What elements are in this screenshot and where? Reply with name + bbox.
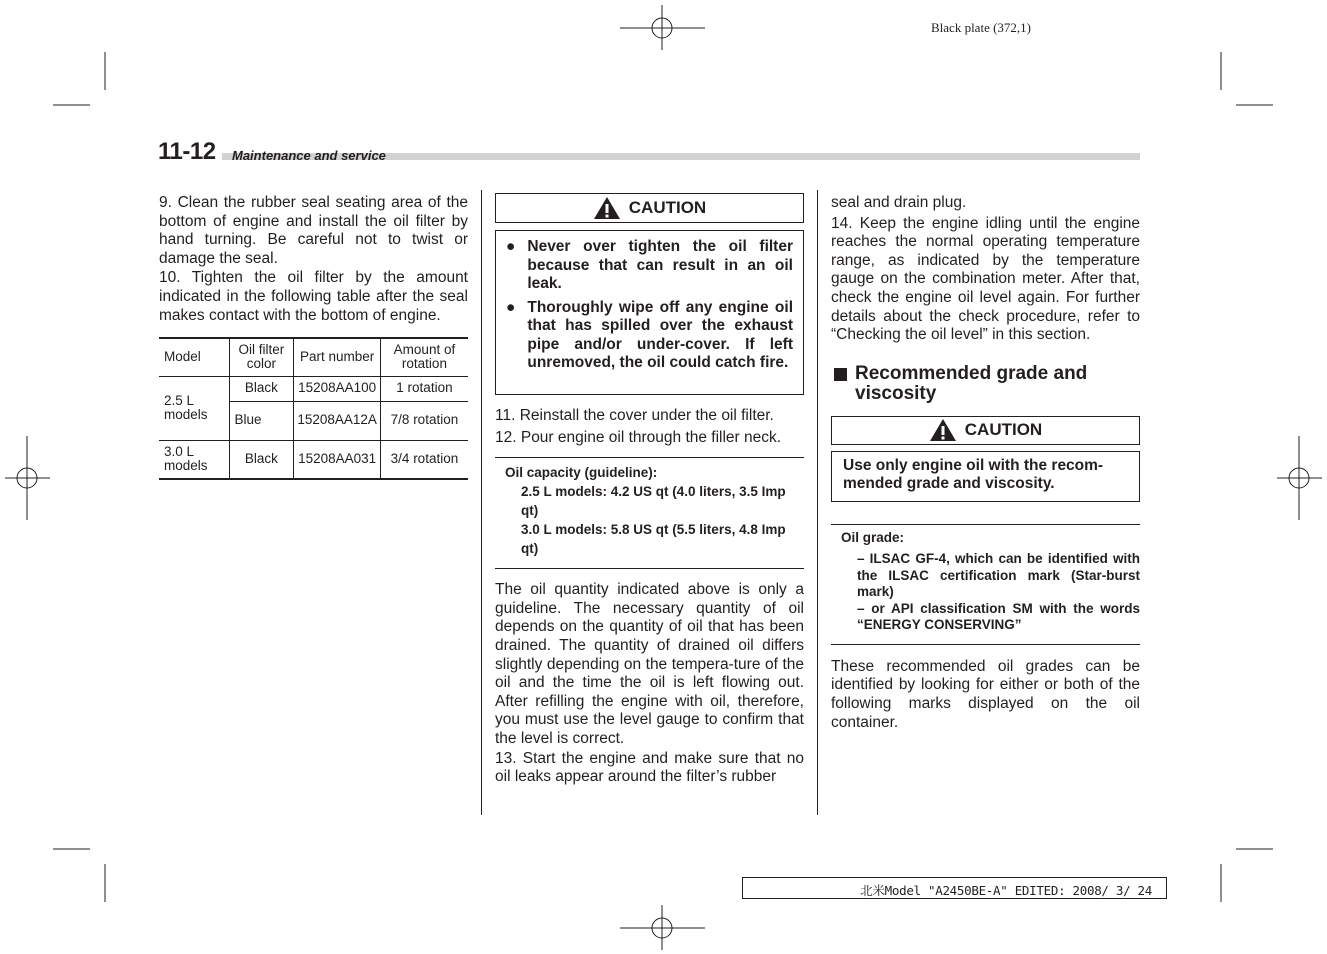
cell-part: 15208AA100 [294, 376, 381, 401]
step-9: 9. Clean the rubber seal seating area of the bottom of engine and install the oil filter by hand turning. Be careful not to twist or damage the seal. [159, 194, 468, 267]
warning-icon [929, 418, 957, 442]
caution-body: Use only engine oil with the recom-mended grade and viscosity. [831, 451, 1140, 502]
step-12: 12. Pour engine oil through the filler neck. [495, 428, 782, 446]
caution-title: CAUTION [964, 419, 1043, 439]
column-3 [831, 194, 1140, 733]
caution-item: Thoroughly wipe off any engine oil that has spilled over the exhaust pipe and/or under-cover. If left unremoved, the oil could catch fire. [527, 298, 793, 371]
cell-color: Black [229, 376, 294, 401]
th-part: Part number [294, 338, 381, 376]
capacity-item: 3.0 L models: 5.8 US qt (5.5 liters, 4.8 Imp qt) [521, 522, 786, 557]
capacity-title: Oil capacity (guideline): [505, 465, 658, 481]
section-title: Recommended grade and viscosity [855, 362, 1088, 404]
grade-item: – ILSAC GF-4, which can be identified with the ILSAC certification mark (Star-burst mark) [857, 551, 1140, 600]
cell-color: Blue [229, 401, 294, 440]
caution-title: CAUTION [628, 197, 707, 217]
cell-rotation: 3/4 rotation [380, 440, 468, 479]
step-13: 13. Start the engine and make sure that no oil leaks appear around the filter’s rubber [495, 749, 804, 786]
th-rotation: Amount of rotation [380, 338, 468, 376]
quantity-paragraph: The oil quantity indicated above is only a guideline. The necessary quantity of oil depends on the quantity of oil that has been drained. The quantity of drained oil differs slightly depending on the tempera-ture of the oil and the time the oil is left flowing out. After refilling the engine with oil, therefore, you must use the level gauge to confirm that the level is correct. [495, 581, 804, 747]
section-heading [831, 364, 1140, 404]
cell-color: Black [229, 440, 294, 479]
section-header: Maintenance and service [232, 148, 386, 163]
plate-label: Black plate (372,1) [931, 20, 1031, 35]
step-13-continued: seal and drain plug. [831, 194, 967, 211]
capacity-item: 2.5 L models: 4.2 US qt (4.0 liters, 3.5 Imp qt) [521, 484, 786, 519]
oil-capacity-note [495, 457, 804, 569]
caution-body [495, 230, 804, 395]
step-14: 14. Keep the engine idling until the engine reaches the normal operating temperature range, as indicated by the temperature gauge on the combination meter. After that, check the engine oil level again. For further details about the check procedure, refer to “Checking the oil level” in this section. [831, 214, 1140, 344]
warning-icon [593, 196, 621, 220]
bullet-icon: ● [506, 238, 516, 255]
rotation-table [159, 337, 468, 480]
page-number: 11-12 [158, 138, 222, 166]
footer-edit-info: 北米Model "A2450BE-A" EDITED: 2008/ 3/ 24 [742, 877, 1167, 899]
cell-model: 2.5 L models [159, 376, 229, 440]
cell-rotation: 1 rotation [380, 376, 468, 401]
column-2 [495, 193, 804, 788]
grades-paragraph: These recommended oil grades can be identified by looking for either or both of the following marks displayed on the oil container. [831, 657, 1140, 731]
cell-model: 3.0 L models [159, 440, 229, 479]
column-1 [159, 194, 468, 480]
grade-item: – or API classification SM with the words “ENERGY CONSERVING” [857, 600, 1140, 633]
cell-part: 15208AA12A [294, 401, 381, 440]
caution-item: Never over tighten the oil filter because that can result in an oil leak. [527, 238, 793, 292]
cell-rotation: 7/8 rotation [380, 401, 468, 440]
bullet-icon: ● [506, 298, 516, 316]
caution-header [831, 416, 1140, 445]
step-10: 10. Tighten the oil filter by the amount indicated in the following table after the seal makes contact with the bottom of engine. [159, 269, 468, 324]
grade-title: Oil grade: [841, 529, 905, 545]
cell-part: 15208AA031 [294, 440, 381, 479]
step-11: 11. Reinstall the cover under the oil filter. [495, 407, 774, 424]
th-color: Oil filter color [229, 338, 294, 376]
column-divider [817, 190, 818, 815]
column-divider [481, 190, 482, 815]
th-model: Model [159, 338, 229, 376]
square-bullet-icon [834, 368, 847, 381]
caution-header [495, 193, 804, 223]
oil-grade-note [831, 524, 1140, 645]
